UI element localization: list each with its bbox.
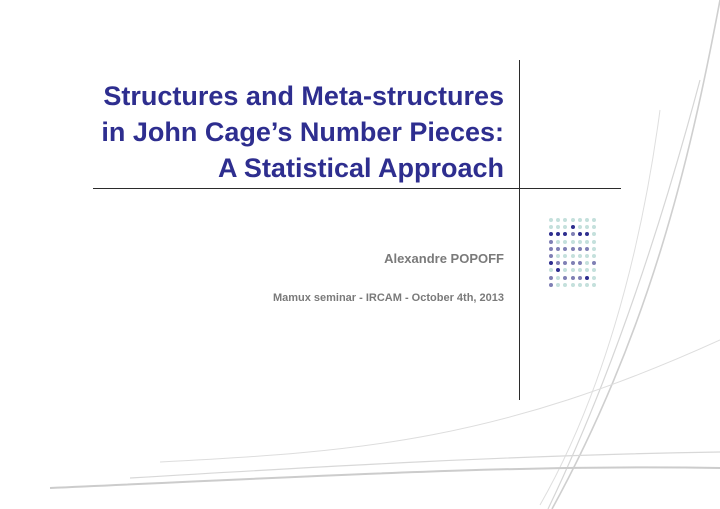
logo-dot <box>563 268 567 272</box>
logo-dot <box>571 218 575 222</box>
logo-dot <box>563 218 567 222</box>
logo-dot <box>549 247 553 251</box>
logo-dot <box>571 283 575 287</box>
logo-dot <box>578 268 582 272</box>
logo-dot <box>592 225 596 229</box>
author-name: Alexandre POPOFF <box>384 251 504 266</box>
logo-dot <box>585 276 589 280</box>
title-line-1: Structures and Meta-structures <box>103 81 504 111</box>
logo-dot <box>592 254 596 258</box>
logo-dot <box>549 261 553 265</box>
title-line-3: A Statistical Approach <box>217 153 504 183</box>
logo-dot <box>578 218 582 222</box>
logo-dot <box>563 240 567 244</box>
logo-dot <box>592 261 596 265</box>
logo-dot <box>563 276 567 280</box>
logo-dot <box>563 283 567 287</box>
logo-dot <box>585 240 589 244</box>
logo-dot <box>578 232 582 236</box>
logo-dot <box>578 254 582 258</box>
logo-dot <box>585 225 589 229</box>
logo-dot <box>571 261 575 265</box>
logo-dot <box>585 232 589 236</box>
logo-dot <box>556 225 560 229</box>
logo-dot <box>578 276 582 280</box>
logo-dot <box>578 225 582 229</box>
logo-dot <box>556 283 560 287</box>
logo-dot <box>592 218 596 222</box>
title <box>101 78 504 186</box>
logo-dot <box>563 225 567 229</box>
logo-dot <box>592 247 596 251</box>
logo-dot <box>556 254 560 258</box>
logo-dot <box>556 276 560 280</box>
logo-dot <box>556 268 560 272</box>
logo-dot <box>571 232 575 236</box>
logo-dot <box>585 268 589 272</box>
event-subtitle: Mamux seminar - IRCAM - October 4th, 2013 <box>272 292 504 304</box>
logo-dot <box>549 232 553 236</box>
logo-dot <box>549 268 553 272</box>
logo-dot <box>549 254 553 258</box>
logo-dot <box>585 254 589 258</box>
logo-dot <box>585 261 589 265</box>
logo-dot <box>556 261 560 265</box>
logo-dot <box>585 218 589 222</box>
logo-dot <box>549 218 553 222</box>
logo-dot <box>571 247 575 251</box>
logo-dot <box>585 247 589 251</box>
logo-dot <box>585 283 589 287</box>
title-line-2: in John Cage’s Number Pieces: <box>101 117 504 147</box>
vertical-divider <box>519 60 520 400</box>
logo-dot <box>578 283 582 287</box>
logo-dot <box>571 225 575 229</box>
logo-dot <box>571 240 575 244</box>
logo-dot <box>592 232 596 236</box>
logo-dot <box>571 276 575 280</box>
logo-dot <box>571 254 575 258</box>
logo-dot <box>549 225 553 229</box>
logo-dot <box>578 240 582 244</box>
logo-dot <box>556 232 560 236</box>
logo-dot <box>563 247 567 251</box>
logo-dot <box>592 283 596 287</box>
logo-dot <box>578 247 582 251</box>
logo-dot <box>578 261 582 265</box>
logo-dot <box>563 254 567 258</box>
logo-dot <box>571 268 575 272</box>
logo-dot <box>549 283 553 287</box>
dot-logo <box>549 218 601 290</box>
logo-dot <box>563 232 567 236</box>
logo-dot <box>556 240 560 244</box>
logo-dot <box>556 247 560 251</box>
logo-dot <box>549 240 553 244</box>
logo-dot <box>592 240 596 244</box>
logo-dot <box>549 276 553 280</box>
logo-dot <box>556 218 560 222</box>
horizontal-divider <box>93 188 621 189</box>
logo-dot <box>563 261 567 265</box>
logo-dot <box>592 276 596 280</box>
logo-dot <box>592 268 596 272</box>
